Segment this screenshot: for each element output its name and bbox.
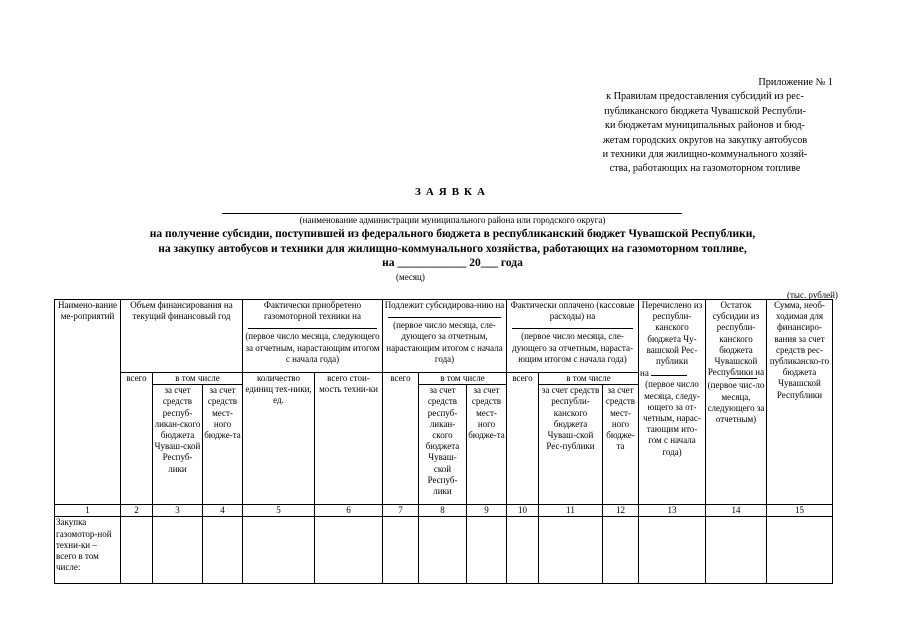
table-cell[interactable] — [507, 517, 539, 584]
date-line: на ____________ 20___ года — [382, 257, 523, 269]
table-cell[interactable] — [767, 517, 833, 584]
fill-rule — [651, 367, 687, 376]
column-number: 4 — [203, 505, 243, 517]
month-caption: (месяц) — [396, 272, 425, 282]
name-caption: (наименование администрации муниципального района или городского округа) — [299, 215, 606, 225]
column-number: 8 — [419, 505, 467, 517]
header-total: всего — [383, 373, 419, 505]
column-number: 10 — [507, 505, 539, 517]
fill-rule — [248, 328, 377, 329]
column-number: 2 — [121, 505, 153, 517]
purpose-line-2: на закупку автобусов и техники для жилищно-коммунального хозяйства, работающих на газомоторном топливе, — [158, 243, 747, 255]
column-number: 9 — [467, 505, 507, 517]
header-local-budget: за счет средств мест-ного бюдже-та — [603, 385, 639, 505]
column-number: 11 — [539, 505, 603, 517]
document-title: ЗАЯВКА — [415, 186, 490, 198]
appendix-line: и техники для жилищно-коммунального хозяй- — [602, 149, 808, 161]
table-cell[interactable] — [639, 517, 706, 584]
header-rep-budget: за счет средств респуб-ликан-ского бюджета Чуваш-ской Респуб-лики — [153, 385, 203, 505]
application-table — [54, 299, 833, 584]
header-transferred-label: Перечислено из республи-канского бюджета Чу-вашской Рес-публики — [641, 300, 703, 367]
table-cell[interactable] — [419, 517, 467, 584]
appendix-block — [565, 76, 845, 177]
table-cell[interactable] — [383, 517, 419, 584]
table-cell[interactable] — [706, 517, 767, 584]
header-acquired — [243, 300, 383, 373]
header-local-budget: за счет средств мест-ного бюдже-та — [203, 385, 243, 505]
table-cell[interactable] — [121, 517, 153, 584]
column-number: 12 — [603, 505, 639, 517]
table-cell[interactable] — [203, 517, 243, 584]
header-balance-note: (первое чис-ло месяца, следующего за отчетным) — [707, 380, 765, 425]
appendix-line: жетам городских округов на закупку автобусов — [602, 134, 808, 146]
table-cell[interactable] — [467, 517, 507, 584]
header-rep-budget: за счет средств респуб-ликан-ского бюджета Чуваш-ской Респуб-лики — [419, 385, 467, 505]
appendix-title: Приложение № 1 — [758, 77, 833, 88]
header-acquired-label: Фактически приобретено газомоторной техники на — [263, 300, 362, 322]
header-rep-budget: за счет средств республи-канского бюджета Чуваш-ской Рес-публики — [539, 385, 603, 505]
header-balance — [706, 300, 767, 505]
header-transferred-on: на — [640, 368, 649, 379]
header-total: всего — [507, 373, 539, 505]
header-cost: всего стои-мость техни-ки — [315, 373, 383, 505]
header-volume: Объем финансирования на текущий финансовый год — [121, 300, 243, 373]
column-number: 14 — [706, 505, 767, 517]
header-subsidy-note: (первое число месяца, сле-дующего за отчетным, нарастающим итогом с начала года) — [386, 320, 503, 364]
column-number: 7 — [383, 505, 419, 517]
header-subsidy-label: Подлежит субсидирова-нию на — [384, 300, 505, 310]
header-paid-label: Фактически оплачено (кассовые расходы) на — [510, 300, 635, 322]
column-number: 6 — [315, 505, 383, 517]
column-number: 1 — [55, 505, 121, 517]
appendix-line: ки бюджетам муниципальных районов и бюд- — [605, 120, 805, 132]
header-acquired-note: (первое число месяца, следующего за отчетным, нарастающим итогом с начала года) — [245, 331, 380, 364]
table-row — [55, 517, 833, 584]
header-transferred — [639, 300, 706, 505]
appendix-line: к Правилам предоставления субсидий из рес- — [606, 91, 804, 103]
header-quantity: количество единиц тех-ники, ед. — [243, 373, 315, 505]
header-paid — [507, 300, 639, 373]
column-number: 5 — [243, 505, 315, 517]
header-paid-note: (первое число месяца, сле-дующего за отчетным, нараста-ющим итогом с начала года) — [512, 331, 633, 364]
header-including: в том числе — [539, 373, 639, 385]
header-local-budget: за счет средств мест-ного бюдже-та — [467, 385, 507, 505]
appendix-line: ства, работающих на газомоторном топливе — [609, 163, 801, 175]
table-cell[interactable] — [603, 517, 639, 584]
header-balance-label: Остаток субсидии из республи-канского бюджета Чувашской Республики на — [707, 300, 765, 378]
fill-rule — [388, 317, 501, 318]
row-label: Закупка газомотор-ной техни-ки – всего в том числе: — [55, 517, 121, 584]
fill-rule — [512, 328, 633, 329]
header-name: Наимено-вание ме-роприятий — [55, 300, 121, 505]
appendix-line: публиканского бюджета Чувашской Республи- — [604, 105, 806, 117]
table-cell[interactable] — [539, 517, 603, 584]
table-cell[interactable] — [153, 517, 203, 584]
header-sum: Сумма, необ-ходимая для финансиро-вания за счет средств рес-публиканско-го бюджета Чувашской Республики — [767, 300, 833, 505]
name-fill-line — [222, 213, 682, 214]
table-cell[interactable] — [243, 517, 315, 584]
header-including: в том числе — [153, 373, 243, 385]
column-number: 15 — [767, 505, 833, 517]
header-including: в том числе — [419, 373, 507, 385]
purpose-line-1: на получение субсидии, поступившей из федерального бюджета в республиканский бюджет Чувашской Республики, — [149, 228, 756, 240]
header-transferred-note: (первое число месяца, следу-ющего за от-четным, нарас-тающим ито-гом с начала года) — [643, 379, 701, 457]
column-number: 13 — [639, 505, 706, 517]
units-label: (тыс. рублей) — [787, 290, 838, 300]
header-total: всего — [121, 373, 153, 505]
column-number: 3 — [153, 505, 203, 517]
table-cell[interactable] — [315, 517, 383, 584]
header-subsidy — [383, 300, 507, 373]
